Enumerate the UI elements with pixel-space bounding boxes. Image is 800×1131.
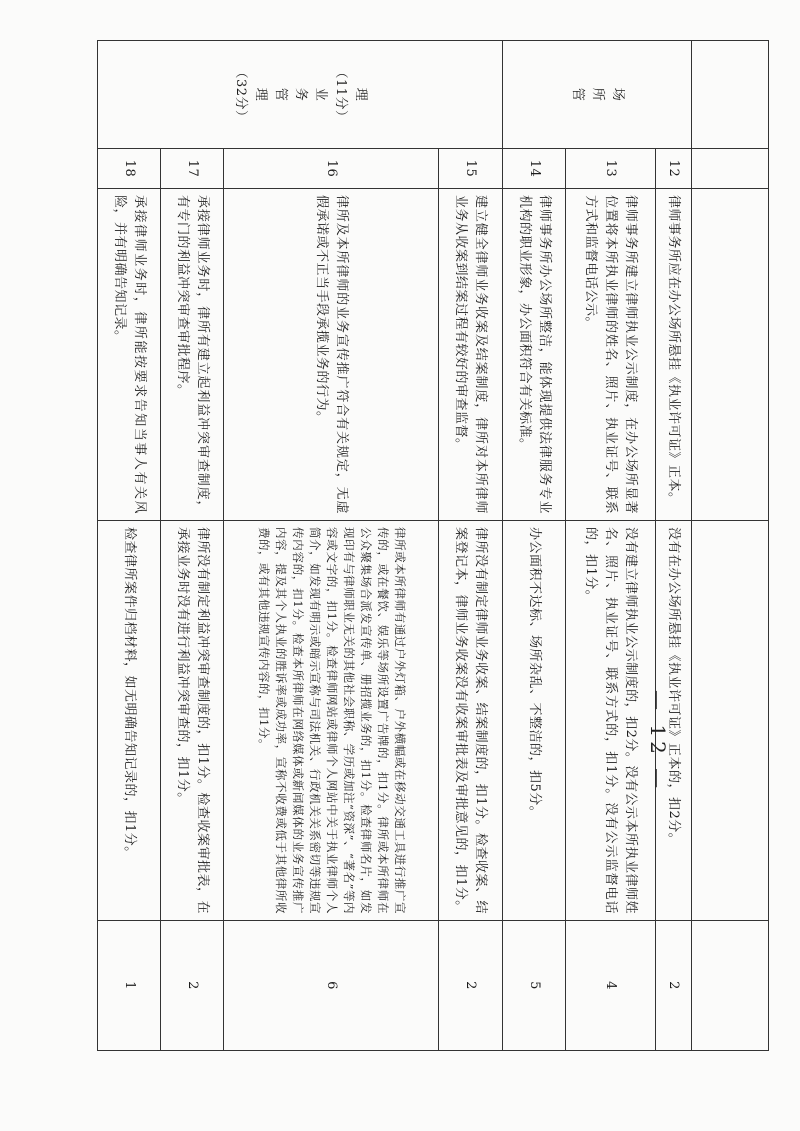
item-score: 6 bbox=[224, 921, 439, 1051]
item-number: 16 bbox=[224, 149, 439, 189]
item-score: 2 bbox=[655, 921, 691, 1051]
table-row bbox=[98, 41, 161, 1051]
item-standard: 律师事务所应在办公场所悬挂《执业许可证》正本。 bbox=[655, 189, 691, 521]
item-number: 18 bbox=[98, 149, 161, 189]
table-row bbox=[565, 41, 655, 1051]
item-rule: 没有在办公场所悬挂《执业许可证》正本的，扣2分。 bbox=[655, 521, 691, 921]
table-row bbox=[502, 41, 565, 1051]
item-score: 1 bbox=[98, 921, 161, 1051]
item-score: 5 bbox=[502, 921, 565, 1051]
table-row bbox=[655, 41, 691, 1051]
item-number: 14 bbox=[502, 149, 565, 189]
table-row bbox=[439, 41, 502, 1051]
item-number: 17 bbox=[161, 149, 224, 189]
item-standard: 建立健全律师业务收案及结案制度，律所对本所律师业务从收案到结案过程有较好的审查监督。 bbox=[439, 189, 502, 521]
item-number: 13 bbox=[565, 149, 655, 189]
item-standard: 律师事务所建立律师执业公示制度，在办公场所显著位置将本所执业律师的姓名、照片、执业证号、联系方式和监督电话公示。 bbox=[565, 189, 655, 521]
item-rule: 没有建立律师执业公示制度的，扣2分。没有公示本所执业律师姓名、照片、执业证号、联系方式的，扣1分。没有公示监督电话的，扣1分。 bbox=[565, 521, 655, 921]
item-rule: 律所或本所律师有通过户外灯箱、户外横幅或在移动交通工具进行推广宣传的，或在餐饮、娱乐等场所设置广告牌的，扣1分。律所或本所律师在公众聚集场合派发宣传单、册招揽业务的，扣1分。检查律师名片，如发现印有与律师职业无关的其他社会职称、学历或加注“资深”、“著名”等内容或文字的，扣1分。检查律师网站或律师个人网站中关于执业律师个人简介，如发现有明示或暗示宣称与司法机关、行政机关关系密切等违规宣传内容的，扣1分。检查本所律师在网络媒体或新闻媒体的业务宣传推广内容，提及其个人执业的胜诉率或成功率，宣称不收费或低于其他律所收费的，或有其他违规宣传内容的，扣1分。 bbox=[224, 521, 439, 921]
item-standard: 律所及本所律师的业务宣传推广符合有关规定，无虚假承诺或不正当手段承揽业务的行为。 bbox=[224, 189, 439, 521]
item-rule: 办公面积不达标、场所杂乱、不整洁的，扣5分。 bbox=[502, 521, 565, 921]
rotated-table-container bbox=[97, 40, 769, 1050]
item-number: 15 bbox=[439, 149, 502, 189]
item-rule: 律所没有制定利益冲突审查制度的，扣1分。检查收案审批表，在承接业务时没有进行利益冲突审查的，扣1分。 bbox=[161, 521, 224, 921]
category-cell-site: 场 所 管 bbox=[502, 41, 691, 149]
item-number: 12 bbox=[655, 149, 691, 189]
item-score: 4 bbox=[565, 921, 655, 1051]
category-cell bbox=[692, 41, 769, 149]
item-score: 2 bbox=[439, 921, 502, 1051]
evaluation-table bbox=[97, 40, 769, 1051]
table-row bbox=[224, 41, 439, 1051]
item-standard: 律师事务所办公场所整洁，能体现提供法律服务专业机构的职业形象，办公面积符合有关标准。 bbox=[502, 189, 565, 521]
item-score: 2 bbox=[161, 921, 224, 1051]
table-row-continuation bbox=[692, 41, 769, 1051]
item-rule: 检查律所案件归档材料，如无明确告知记录的，扣1分。 bbox=[98, 521, 161, 921]
item-standard: 承接律师业务时，律所有建立起利益冲突审查制度，有专门的利益冲突审查审批程序。 bbox=[161, 189, 224, 521]
table-row bbox=[161, 41, 224, 1051]
item-rule: 律所没有制定律师业务收案、结案制度的，扣1分。检查收案、结案登记本，律师业务收案没有收案审批表及审批意见的，扣1分。 bbox=[439, 521, 502, 921]
page-number: — 12 — bbox=[646, 690, 670, 793]
item-standard: 承接律师业务时，律所能按要求告知当事人有关风险，并有明确告知记录。 bbox=[98, 189, 161, 521]
category-cell-business: 理 （11分） 业 务 管 理 （32分） bbox=[98, 41, 503, 149]
